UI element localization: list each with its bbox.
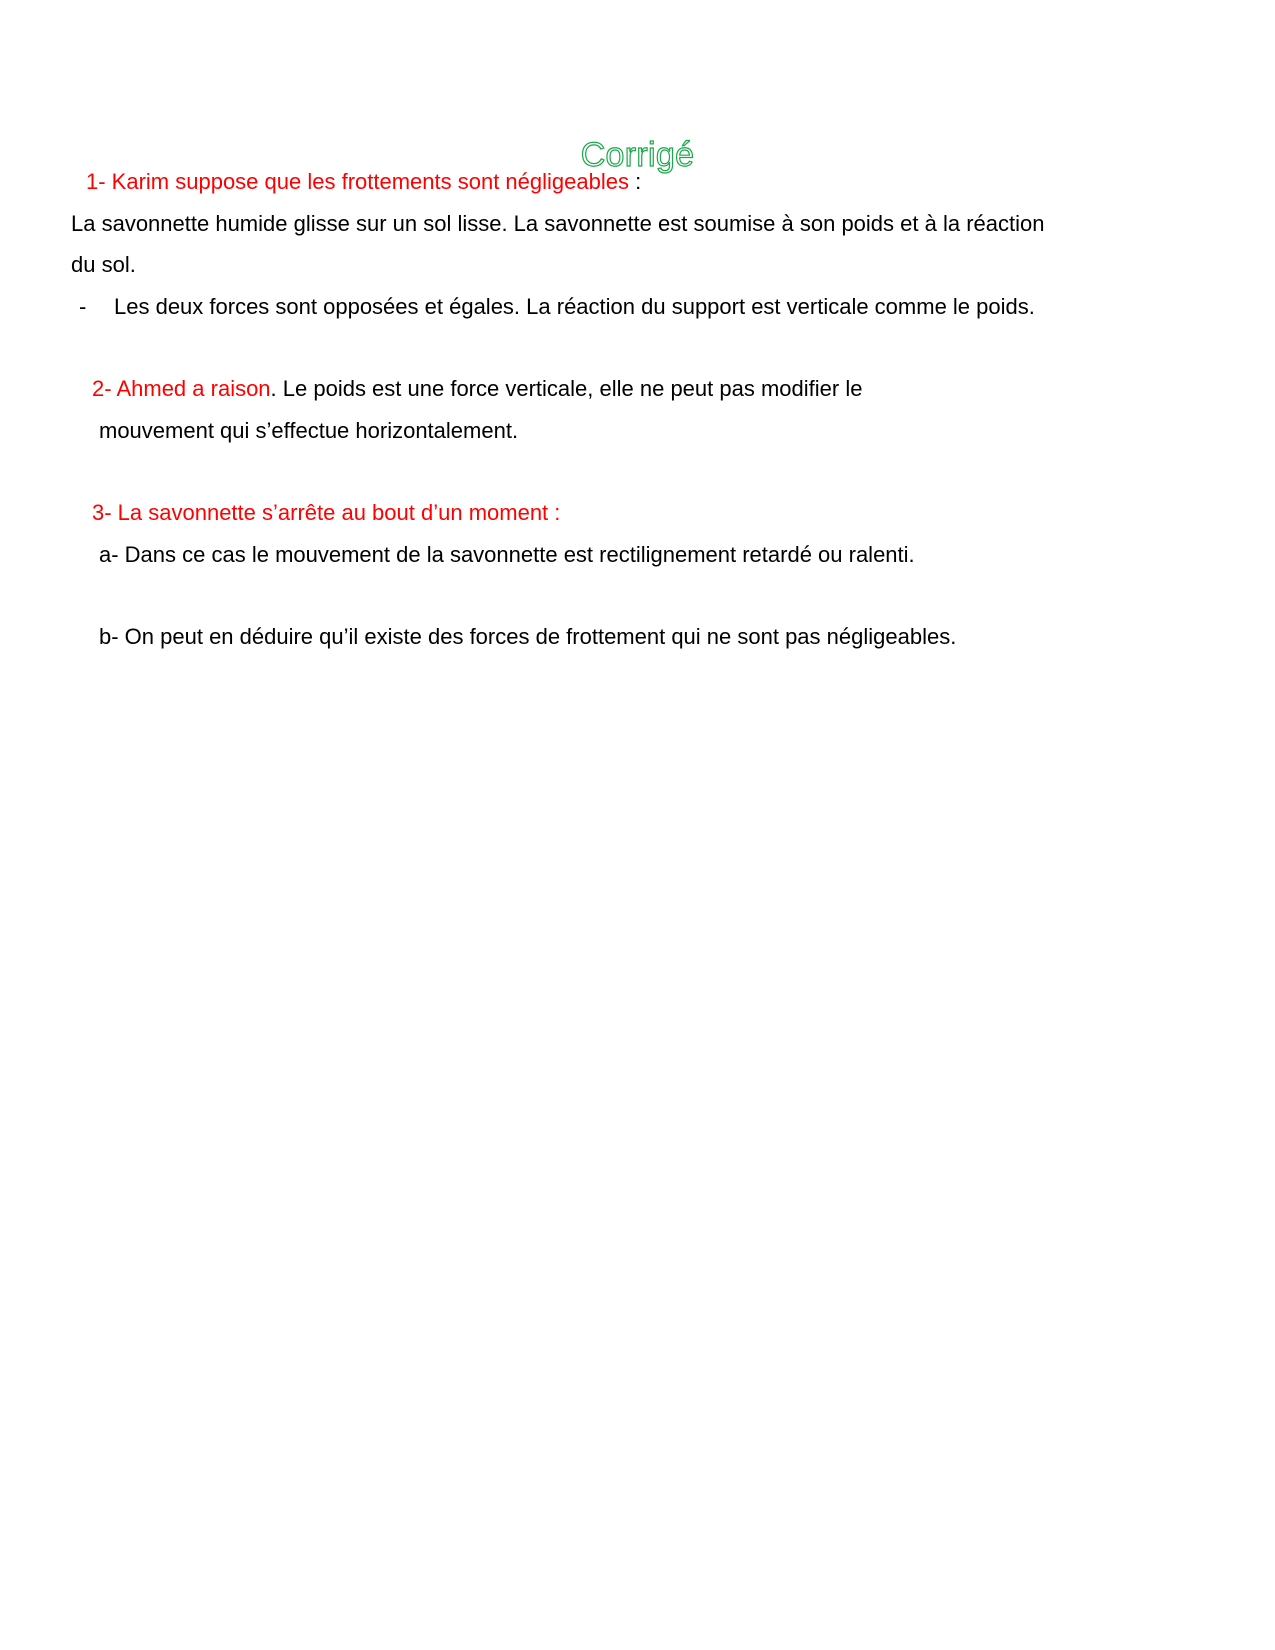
question-2-text: . Le poids est une force verticale, elle ne peut pas modifier le: [270, 376, 863, 401]
question-3-answer-a: a- Dans ce cas le mouvement de la savonnette est rectilignement retardé ou ralenti.: [99, 542, 915, 567]
question-1-paragraph-line-1: La savonnette humide glisse sur un sol lisse. La savonnette est soumise à son poids et à la réaction: [71, 211, 1045, 236]
question-1-heading-line: [86, 168, 641, 196]
page-title: Corrigé: [580, 135, 695, 174]
question-1-paragraph-line-2: du sol.: [71, 252, 136, 277]
question-2-heading: 2- Ahmed a raison: [92, 376, 271, 401]
question-3-answer-b: b- On peut en déduire qu’il existe des forces de frottement qui ne sont pas négligeables.: [99, 624, 957, 649]
question-1-heading-colon: :: [628, 169, 642, 194]
question-2-line-1: [92, 375, 862, 403]
question-3-heading: 3- La savonnette s’arrête au bout d’un moment :: [92, 500, 561, 525]
question-1-heading: 1- Karim suppose que les frottements sont négligeables: [86, 169, 629, 194]
bullet-item: Les deux forces sont opposées et égales. La réaction du support est verticale comme le poids.: [114, 294, 1035, 319]
bullet-marker: -: [79, 294, 87, 319]
question-2-line-2: mouvement qui s’effectue horizontalement.: [99, 418, 519, 443]
